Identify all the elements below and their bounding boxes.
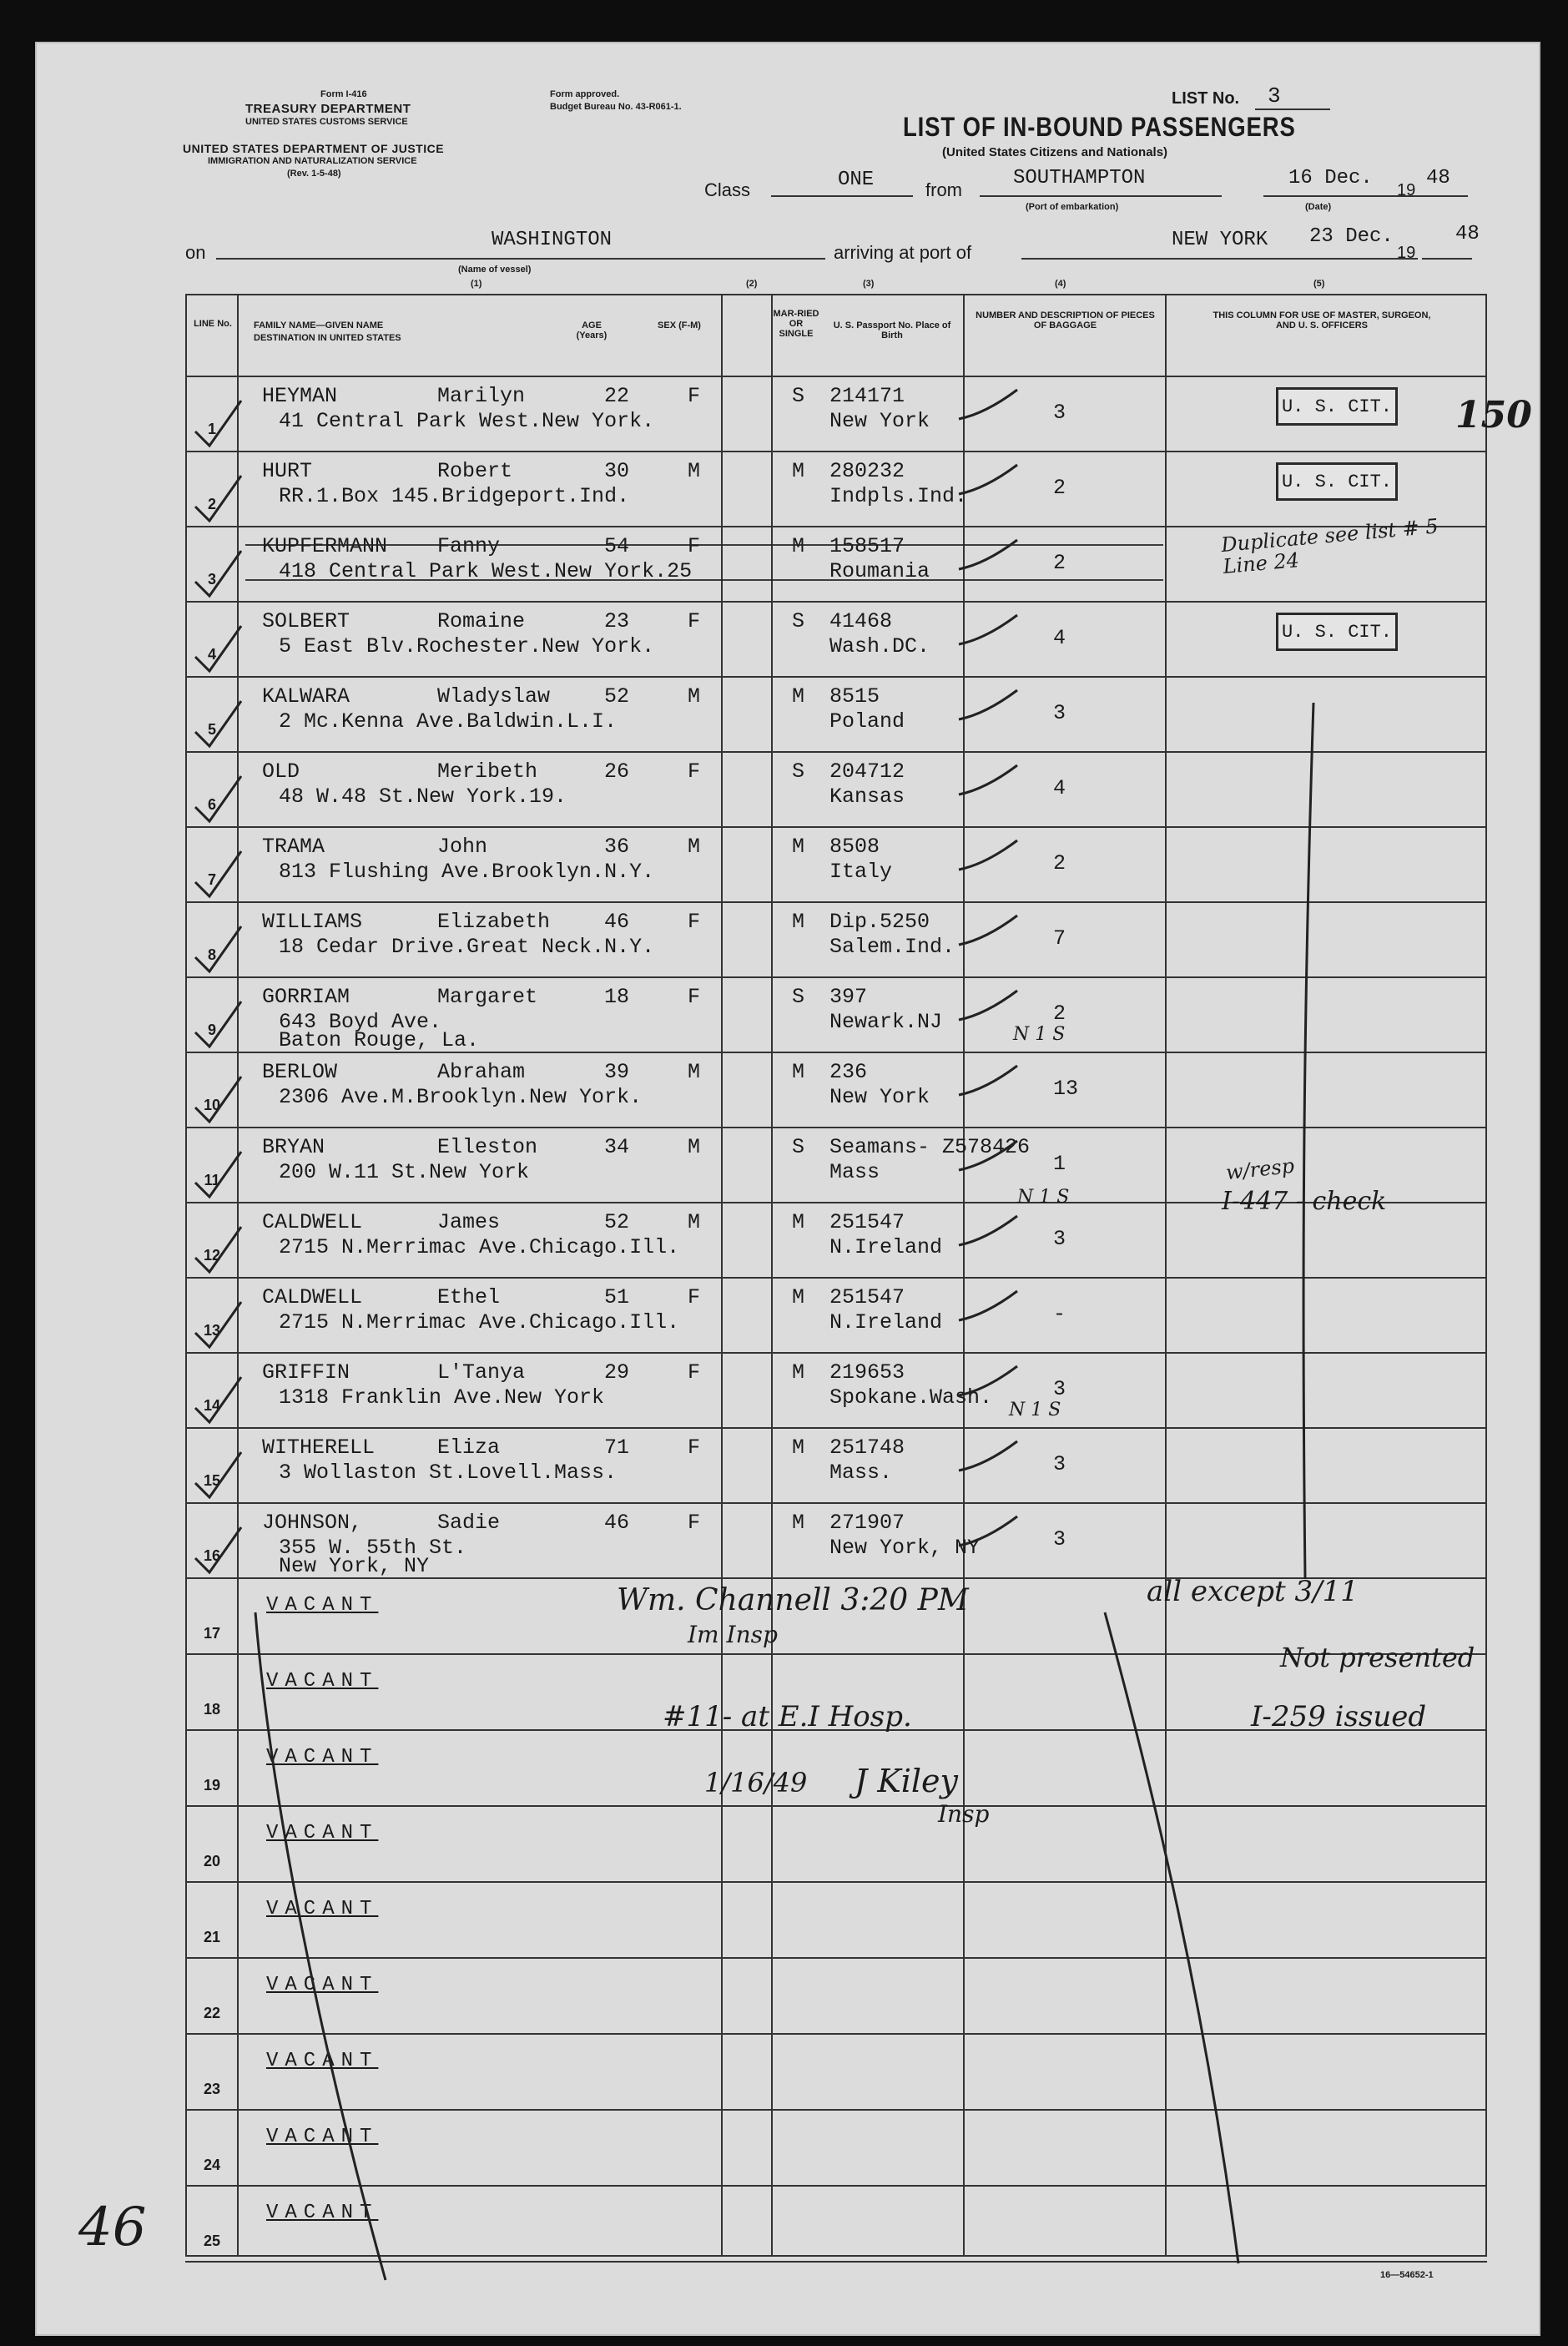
passport-number: 8508 — [829, 835, 880, 859]
family-name: WILLIAMS — [262, 910, 363, 934]
age: 18 — [604, 985, 630, 1009]
baggage-count: 3 — [1053, 1377, 1066, 1401]
line-number: 25 — [203, 2232, 221, 2249]
vacant-label: VACANT — [266, 2126, 379, 2148]
baggage-count: 3 — [1053, 701, 1066, 725]
note-not-presented: Not presented — [1280, 1642, 1475, 1673]
given-name: Elleston — [437, 1135, 538, 1159]
given-name: Marilyn — [437, 384, 526, 408]
sex: F — [688, 759, 701, 784]
vacant-label: VACANT — [266, 1822, 379, 1844]
line-number: 8 — [207, 946, 216, 963]
given-name: Robert — [437, 459, 513, 483]
header-destination: DESTINATION IN UNITED STATES — [254, 333, 401, 343]
marital-status: S — [792, 384, 805, 408]
line-number: 6 — [207, 796, 216, 813]
inspector-note-channell: Wm. Channell 3:20 PM — [617, 1583, 969, 1617]
destination: 2715 N.Merrimac Ave.Chicago.Ill. — [279, 1235, 680, 1259]
header-name: FAMILY NAME—GIVEN NAME — [254, 320, 384, 330]
us-citizen-stamp: U. S. CIT. — [1276, 387, 1398, 426]
sex: F — [688, 1435, 701, 1460]
baggage-count: 3 — [1053, 401, 1066, 425]
marital-status: M — [792, 1511, 805, 1535]
line-number: 14 — [203, 1397, 221, 1414]
marital-status: M — [792, 1210, 805, 1234]
passport-number: 214171 — [829, 384, 905, 408]
page-subtitle: (United States Citizens and Nationals) — [942, 145, 1168, 159]
line-number: 1 — [207, 421, 216, 437]
line-number: 15 — [203, 1472, 221, 1489]
destination: 41 Central Park West.New York. — [279, 409, 655, 433]
line-number: 19 — [203, 1777, 221, 1794]
form-approved: Form approved. — [550, 89, 620, 99]
header-passport: U. S. Passport No. Place of Birth — [833, 320, 951, 341]
baggage-count: 2 — [1053, 551, 1066, 575]
place-of-birth: Poland — [829, 709, 905, 734]
line-number: 7 — [207, 871, 216, 888]
given-name: Eliza — [437, 1435, 501, 1460]
col-number-5: (5) — [1313, 279, 1325, 289]
page-title: LIST OF IN-BOUND PASSENGERS — [903, 112, 1296, 142]
age: 29 — [604, 1360, 630, 1385]
given-name: Romaine — [437, 609, 526, 633]
place-of-birth: Spokane.Wash. — [829, 1385, 993, 1410]
given-name: Elizabeth — [437, 910, 551, 934]
place-of-birth: Indpls.Ind. — [829, 484, 968, 508]
destination: 418 Central Park West.New York.25 — [279, 559, 693, 583]
on-label: on — [185, 242, 206, 263]
destination: 2306 Ave.M.Brooklyn.New York. — [279, 1085, 643, 1109]
vacant-label: VACANT — [266, 1594, 379, 1617]
baggage-count: 7 — [1053, 926, 1066, 951]
header-age: AGE (Years) — [576, 320, 608, 341]
place-of-birth: New York, NY — [829, 1536, 981, 1560]
family-name: JOHNSON, — [262, 1511, 363, 1535]
destination-line-2: New York, NY — [279, 1554, 430, 1578]
vacant-label: VACANT — [266, 2050, 379, 2072]
sex: M — [688, 835, 701, 859]
margin-handwritten-number: 46 — [78, 2197, 147, 2258]
vacant-label: VACANT — [266, 2202, 379, 2224]
family-name: HEYMAN — [262, 384, 338, 408]
baggage-count: 3 — [1053, 1527, 1066, 1551]
destination: 3 Wollaston St.Lovell.Mass. — [279, 1461, 618, 1485]
note-i259-issued: I-259 issued — [1251, 1700, 1427, 1733]
marital-status: S — [792, 609, 805, 633]
place-of-birth: Mass — [829, 1160, 880, 1184]
place-of-birth: N.Ireland — [829, 1235, 943, 1259]
marital-status: S — [792, 1135, 805, 1159]
sex: M — [688, 1060, 701, 1084]
col-number-4: (4) — [1055, 279, 1066, 289]
destination: 813 Flushing Ave.Brooklyn.N.Y. — [279, 860, 655, 884]
age: 52 — [604, 1210, 630, 1234]
form-number: Form I-416 — [320, 89, 367, 99]
age: 22 — [604, 384, 630, 408]
row-11-baggage-note: N 1 S — [1017, 1187, 1070, 1208]
date-departure: 16 Dec. — [1288, 167, 1373, 189]
baggage-count: - — [1053, 1302, 1066, 1326]
line-number: 4 — [207, 646, 216, 663]
line-number: 5 — [207, 721, 216, 738]
destination: 1318 Franklin Ave.New York — [279, 1385, 605, 1410]
passport-number: 219653 — [829, 1360, 905, 1385]
place-of-birth: New York — [829, 1085, 930, 1109]
header-sex: SEX (F-M) — [658, 320, 701, 330]
family-name: CALDWELL — [262, 1285, 363, 1309]
col-number-1: (1) — [471, 279, 482, 289]
date-arrival-year: 48 — [1455, 223, 1480, 245]
given-name: Abraham — [437, 1060, 526, 1084]
family-name: OLD — [262, 759, 300, 784]
destination: 200 W.11 St.New York — [279, 1160, 530, 1184]
family-name: GRIFFIN — [262, 1360, 350, 1385]
passport-number: 280232 — [829, 459, 905, 483]
family-name: CALDWELL — [262, 1210, 363, 1234]
us-citizen-stamp: U. S. CIT. — [1276, 613, 1398, 651]
line-number: 16 — [203, 1547, 221, 1564]
header-officers: THIS COLUMN FOR USE OF MASTER, SURGEON, AND U. S. OFFICERS — [1213, 310, 1431, 330]
baggage-count: 3 — [1053, 1452, 1066, 1476]
destination: 355 W. 55th St. — [279, 1536, 467, 1560]
vessel-name: WASHINGTON — [492, 229, 613, 251]
baggage-count: 2 — [1053, 476, 1066, 500]
destination: 48 W.48 St.New York.19. — [279, 785, 567, 809]
note-hospital: #11- at E.I Hosp. — [663, 1700, 912, 1733]
passport-number: 251547 — [829, 1210, 905, 1234]
place-of-birth: N.Ireland — [829, 1310, 943, 1334]
family-name: GORRIAM — [262, 985, 350, 1009]
place-of-birth: New York — [829, 409, 930, 433]
sex: F — [688, 609, 701, 633]
sex: F — [688, 910, 701, 934]
given-name: James — [437, 1210, 501, 1234]
place-of-birth: Roumania — [829, 559, 930, 583]
destination: 2 Mc.Kenna Ave.Baldwin.L.I. — [279, 709, 618, 734]
destination: 18 Cedar Drive.Great Neck.N.Y. — [279, 935, 655, 959]
age: 36 — [604, 835, 630, 859]
class-label: Class — [704, 179, 751, 200]
row-14-baggage-note: N 1 S — [1009, 1400, 1061, 1420]
col-number-3: (3) — [863, 279, 875, 289]
line-number: 3 — [207, 571, 216, 588]
given-name: Sadie — [437, 1511, 501, 1535]
given-name: Margaret — [437, 985, 538, 1009]
sex: F — [688, 1285, 701, 1309]
passport-number: 158517 — [829, 534, 905, 558]
col-number-2: (2) — [746, 279, 758, 289]
us-citizen-stamp: U. S. CIT. — [1276, 462, 1398, 501]
corner-handwritten-number: 150 — [1455, 394, 1532, 436]
baggage-count: 2 — [1053, 851, 1066, 875]
destination: RR.1.Box 145.Bridgeport.Ind. — [279, 484, 630, 508]
marital-status: M — [792, 1360, 805, 1385]
line-number: 18 — [203, 1701, 221, 1718]
inspector-title: Insp — [938, 1800, 990, 1828]
place-of-birth: Kansas — [829, 785, 905, 809]
line-number: 23 — [203, 2081, 221, 2097]
age: 34 — [604, 1135, 630, 1159]
passport-number: 204712 — [829, 759, 905, 784]
destination: 5 East Blv.Rochester.New York. — [279, 634, 655, 658]
passport-number: 8515 — [829, 684, 880, 709]
age: 46 — [604, 910, 630, 934]
sex: M — [688, 1210, 701, 1234]
vacant-label: VACANT — [266, 1670, 379, 1693]
age: 39 — [604, 1060, 630, 1084]
budget-bureau: Budget Bureau No. 43-R061-1. — [550, 102, 682, 112]
passport-number: Seamans- Z578426 — [829, 1135, 1031, 1159]
embark-caption: (Port of embarkation) — [1026, 202, 1119, 212]
list-no-value: 3 — [1268, 83, 1281, 108]
passport-number: 41468 — [829, 609, 893, 633]
from-value: SOUTHAMPTON — [1013, 167, 1146, 189]
sex: F — [688, 985, 701, 1009]
line-number: 13 — [203, 1322, 221, 1339]
given-name: Wladyslaw — [437, 684, 551, 709]
customs-service: UNITED STATES CUSTOMS SERVICE — [245, 117, 408, 127]
line-number: 24 — [203, 2157, 221, 2173]
marital-status: M — [792, 835, 805, 859]
given-name: John — [437, 835, 488, 859]
marital-status: M — [792, 910, 805, 934]
ins-service: IMMIGRATION AND NATURALIZATION SERVICE — [208, 156, 417, 166]
date-departure-year-prefix: 19 — [1397, 181, 1416, 199]
marital-status: M — [792, 684, 805, 709]
given-name: Ethel — [437, 1285, 501, 1309]
inspector-note-insp: Im Insp — [688, 1621, 778, 1648]
passenger-manifest-sheet — [35, 42, 1540, 2336]
sex: F — [688, 534, 701, 558]
given-name: L'Tanya — [437, 1360, 526, 1385]
header-married: MAR-RIED OR SINGLE — [773, 309, 819, 339]
family-name: TRAMA — [262, 835, 325, 859]
class-value: ONE — [838, 169, 875, 191]
row-11-note-a: w/resp — [1224, 1153, 1296, 1185]
destination: 643 Boyd Ave. — [279, 1010, 442, 1034]
marital-status: S — [792, 759, 805, 784]
sex: M — [688, 1135, 701, 1159]
age: 23 — [604, 609, 630, 633]
vacant-label: VACANT — [266, 1974, 379, 1996]
list-no-label: LIST No. — [1172, 89, 1240, 108]
family-name: BERLOW — [262, 1060, 338, 1084]
treasury-dept: TREASURY DEPARTMENT — [245, 102, 411, 116]
baggage-count: 2 — [1053, 1001, 1066, 1026]
header-line-no: LINE No. — [194, 319, 232, 329]
place-of-birth: Salem.Ind. — [829, 935, 955, 959]
rev-date: (Rev. 1-5-48) — [287, 169, 341, 179]
marital-status: M — [792, 1285, 805, 1309]
place-of-birth: Italy — [829, 860, 893, 884]
place-of-birth: Newark.NJ — [829, 1010, 943, 1034]
line-number: 17 — [203, 1625, 221, 1642]
line-number: 21 — [203, 1929, 221, 1945]
date-departure-year: 48 — [1426, 167, 1450, 189]
line-number: 11 — [204, 1172, 220, 1188]
family-name: BRYAN — [262, 1135, 325, 1159]
arriving-label: arriving at port of — [834, 242, 972, 263]
passport-number: 236 — [829, 1060, 868, 1084]
date-caption: (Date) — [1305, 202, 1332, 212]
sex: M — [688, 459, 701, 483]
line-number: 9 — [207, 1022, 216, 1038]
place-of-birth: Wash.DC. — [829, 634, 930, 658]
passport-number: 271907 — [829, 1511, 905, 1535]
destination: 2715 N.Merrimac Ave.Chicago.Ill. — [279, 1310, 680, 1334]
inspector-signature: J Kiley — [855, 1763, 958, 1799]
age: 52 — [604, 684, 630, 709]
baggage-count: 4 — [1053, 626, 1066, 650]
passport-number: 251547 — [829, 1285, 905, 1309]
age: 71 — [604, 1435, 630, 1460]
line-number: 20 — [203, 1853, 221, 1869]
sex: F — [688, 1511, 701, 1535]
given-name: Fanny — [437, 534, 501, 558]
age: 51 — [604, 1285, 630, 1309]
age: 46 — [604, 1511, 630, 1535]
sex: F — [688, 1360, 701, 1385]
vacant-label: VACANT — [266, 1898, 379, 1920]
vacant-label: VACANT — [266, 1746, 379, 1768]
row-9-baggage-note: N 1 S — [1013, 1024, 1066, 1045]
family-name: KUPFERMANN — [262, 534, 388, 558]
baggage-count: 3 — [1053, 1227, 1066, 1251]
vessel-caption: (Name of vessel) — [458, 265, 532, 275]
baggage-count: 1 — [1053, 1152, 1066, 1176]
line-number: 12 — [203, 1247, 221, 1264]
marital-status: M — [792, 459, 805, 483]
place-of-birth: Mass. — [829, 1461, 893, 1485]
destination-line-2: Baton Rouge, La. — [279, 1028, 480, 1052]
line-number: 2 — [207, 496, 216, 512]
date-arrival-year-prefix: 19 — [1397, 244, 1416, 262]
baggage-count: 13 — [1053, 1077, 1079, 1101]
family-name: SOLBERT — [262, 609, 350, 633]
note-all-except: all except 3/11 — [1147, 1575, 1359, 1608]
sex: F — [688, 384, 701, 408]
age: 30 — [604, 459, 630, 483]
marital-status: M — [792, 1060, 805, 1084]
marital-status: S — [792, 985, 805, 1009]
pen-strokes — [37, 43, 1539, 2334]
family-name: WITHERELL — [262, 1435, 376, 1460]
marital-status: M — [792, 1435, 805, 1460]
passport-number: Dip.5250 — [829, 910, 930, 934]
age: 54 — [604, 534, 630, 558]
line-number: 10 — [203, 1097, 221, 1113]
marital-status: M — [792, 534, 805, 558]
row-11-note-b: I-447 - check — [1222, 1187, 1387, 1216]
family-name: KALWARA — [262, 684, 350, 709]
date-arrival: 23 Dec. — [1309, 225, 1394, 248]
justice-dept: UNITED STATES DEPARTMENT OF JUSTICE — [183, 142, 445, 155]
baggage-count: 4 — [1053, 776, 1066, 800]
note-date: 1/16/49 — [704, 1767, 808, 1799]
header-baggage: NUMBER AND DESCRIPTION OF PIECES OF BAGGAGE — [976, 310, 1155, 330]
family-name: HURT — [262, 459, 313, 483]
passport-number: 397 — [829, 985, 868, 1009]
arrival-port: NEW YORK — [1172, 229, 1268, 251]
from-label: from — [925, 179, 962, 200]
footer-code: 16—54652-1 — [1380, 2270, 1434, 2280]
row-3-note: Duplicate see list # 5 Line 24 — [1220, 514, 1439, 578]
passport-number: 251748 — [829, 1435, 905, 1460]
given-name: Meribeth — [437, 759, 538, 784]
age: 26 — [604, 759, 630, 784]
sex: M — [688, 684, 701, 709]
line-number: 22 — [203, 2005, 221, 2021]
